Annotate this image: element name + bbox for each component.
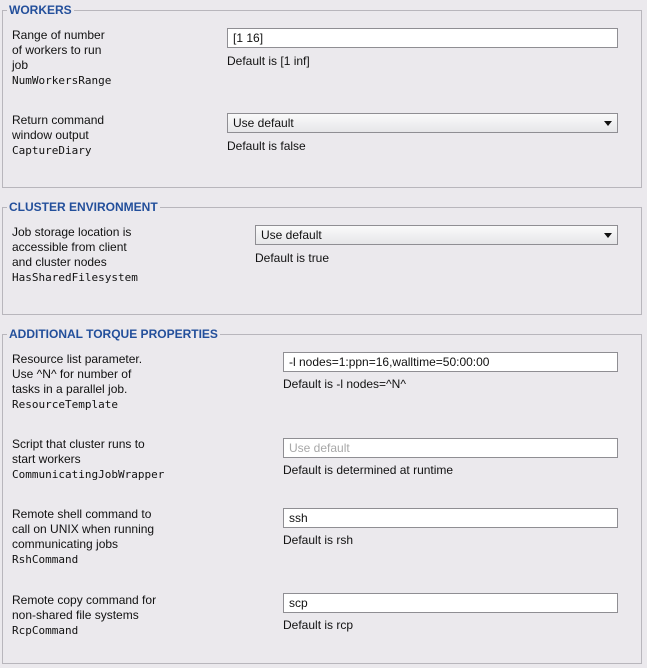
label-line: tasks in a parallel job. <box>12 382 128 396</box>
property-name: CommunicatingJobWrapper <box>12 468 165 481</box>
chevron-down-icon <box>604 233 612 238</box>
default-text: Default is determined at runtime <box>283 463 454 477</box>
label-line: Remote shell command to <box>12 507 152 521</box>
label-line: of workers to run <box>12 43 102 57</box>
selected-value: Use default <box>233 116 294 130</box>
default-text: Default is true <box>255 251 330 265</box>
rcp-command-input[interactable]: scp <box>283 593 618 613</box>
label-line: Range of number <box>12 28 105 42</box>
resource-template-label <box>12 352 142 412</box>
communicating-job-wrapper-label <box>12 437 164 482</box>
label-line: communicating jobs <box>12 537 119 551</box>
default-text: Default is rcp <box>283 618 354 632</box>
default-text: Default is false <box>227 139 306 153</box>
capture-diary-select[interactable] <box>227 113 618 133</box>
label-line: non-shared file systems <box>12 608 139 622</box>
label-line: Remote copy command for <box>12 593 157 607</box>
section-title: CLUSTER ENVIRONMENT <box>9 200 158 214</box>
num-workers-range-input[interactable]: [1 16] <box>227 28 618 48</box>
label-line: start workers <box>12 452 81 466</box>
label-line: call on UNIX when running <box>12 522 155 536</box>
label-line: accessible from client <box>12 240 127 254</box>
section-title: WORKERS <box>9 3 72 17</box>
label-line: window output <box>12 128 89 142</box>
default-text: Default is -l nodes=^N^ <box>283 377 406 391</box>
rsh-command-input[interactable]: ssh <box>283 508 618 528</box>
default-text: Default is [1 inf] <box>227 54 310 68</box>
resource-template-input[interactable]: -l nodes=1:ppn=16,walltime=50:00:00 <box>283 352 618 372</box>
label-line: Use ^N^ for number of <box>12 367 132 381</box>
selected-value: Use default <box>261 228 322 242</box>
default-text: Default is rsh <box>283 533 354 547</box>
property-name: HasSharedFilesystem <box>12 271 138 284</box>
num-workers-range-label <box>12 28 111 88</box>
label-line: and cluster nodes <box>12 255 107 269</box>
label-line: Return command <box>12 113 105 127</box>
has-shared-filesystem-label <box>12 225 138 285</box>
property-name: RcpCommand <box>12 624 79 637</box>
property-name: ResourceTemplate <box>12 398 118 411</box>
rcp-command-label <box>12 593 156 638</box>
label-line: Resource list parameter. <box>12 352 143 366</box>
chevron-down-icon <box>604 121 612 126</box>
communicating-job-wrapper-input[interactable]: Use default <box>283 438 618 458</box>
label-line: Job storage location is <box>12 225 132 239</box>
property-name: NumWorkersRange <box>12 74 112 87</box>
label-line: Script that cluster runs to <box>12 437 145 451</box>
label-line: job <box>12 58 29 72</box>
capture-diary-label <box>12 113 104 158</box>
has-shared-filesystem-select[interactable] <box>255 225 618 245</box>
rsh-command-label <box>12 507 154 567</box>
property-name: RshCommand <box>12 553 79 566</box>
section-title: ADDITIONAL TORQUE PROPERTIES <box>9 327 218 341</box>
property-name: CaptureDiary <box>12 144 92 157</box>
